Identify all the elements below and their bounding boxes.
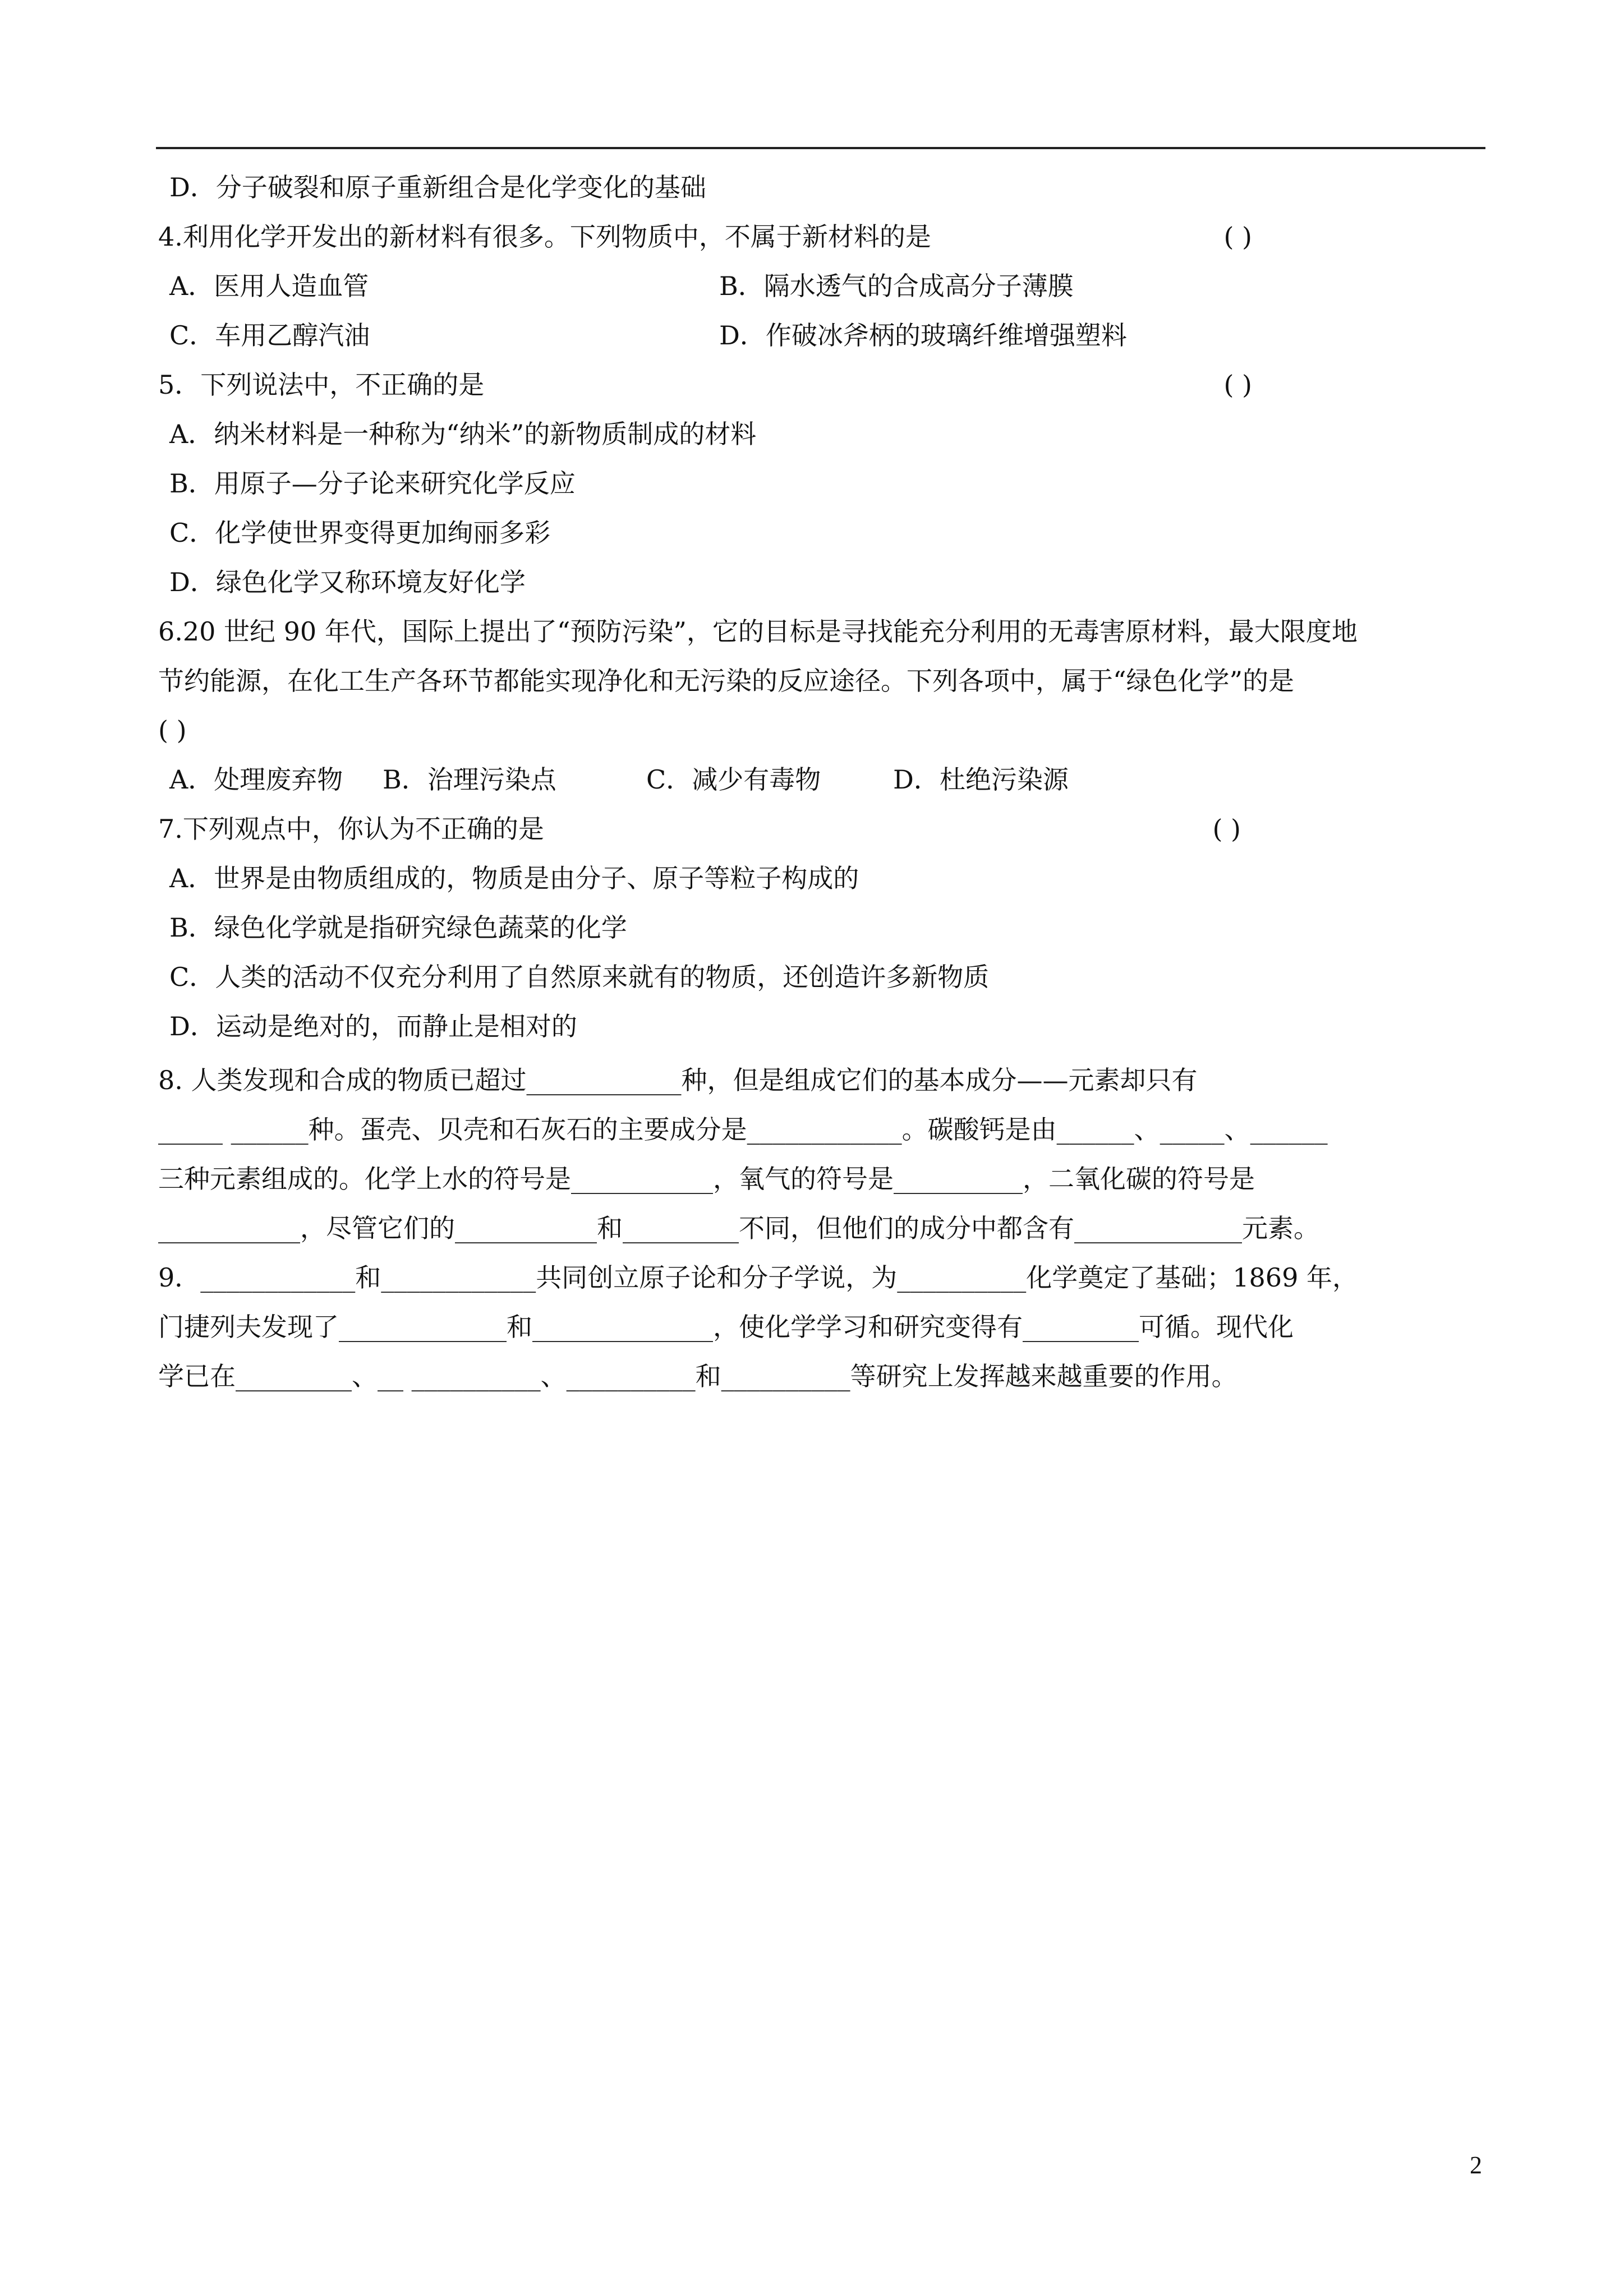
q6-options-row [158,755,1488,804]
question-content [158,163,1488,1401]
q4-option-c: C．车用乙醇汽油 [169,320,370,351]
q8-line-4: ___________，尽管它们的___________和_________不同，但他们的成分中都含有_____________元素。 [158,1213,1319,1243]
q7-option-b: B．绿色化学就是指研究绿色蔬菜的化学 [169,912,627,943]
q7-stem-text: 7.下列观点中，你认为不正确的是 [158,814,544,844]
q4-option-a: A．医用人造血管 [169,271,369,301]
q5-option-a: A．纳米材料是一种称为“纳米”的新物质制成的材料 [169,419,757,449]
q4-options-row-1 [158,261,1488,311]
q5-answer-bracket: ( ) [1223,370,1252,400]
q5-stem [158,360,1488,409]
q4-stem-text: 4.利用化学开发出的新材料有很多。下列物质中，不属于新材料的是 [158,222,931,252]
q9-line-1: 9．____________和____________共同创立原子论和分子学说，为__________化学奠定了基础；1869 年， [158,1262,1358,1293]
q8-line-1: 8. 人类发现和合成的物质已超过____________种，但是组成它们的基本成分——元素却只有 [158,1065,1198,1095]
q4-answer-bracket: ( ) [1223,222,1252,252]
page-number: 2 [1470,2151,1482,2179]
q4-option-d: D．作破冰斧柄的玻璃纤维增强塑料 [719,320,1127,351]
q3-option-d: D．分子破裂和原子重新组合是化学变化的基础 [169,172,706,202]
q6-stem-line-1: 6.20 世纪 90 年代，国际上提出了“预防污染”，它的目标是寻找能充分利用的无毒害原材料，最大限度地 [158,616,1358,647]
q6-option-c: C．减少有毒物 [646,764,821,795]
q7-answer-bracket: ( ) [1212,814,1241,844]
q5-option-b: B．用原子—分子论来研究化学反应 [169,468,576,499]
q8-line-3: 三种元素组成的。化学上水的符号是___________，氧气的符号是__________，二氧化碳的符号是 [158,1164,1255,1194]
q5-stem-text: 5．下列说法中，不正确的是 [158,370,485,400]
q6-stem-line-2: 节约能源，在化工生产各环节都能实现净化和无污染的反应途径。下列各项中，属于“绿色化学”的是 [158,666,1295,696]
header-rule [156,147,1485,149]
q5-option-d: D．绿色化学又称环境友好化学 [169,567,526,597]
q8-line-2: _____ ______种。蛋壳、贝壳和石灰石的主要成分是____________。碳酸钙是由______、_____、______ [158,1114,1328,1145]
q9-line-3: 学已在_________、__ __________、__________和__________等研究上发挥越来越重要的作用。 [158,1361,1237,1391]
q4-option-b: B．隔水透气的合成高分子薄膜 [719,271,1074,301]
q4-options-row-2 [158,311,1488,360]
q7-option-a: A．世界是由物质组成的，物质是由分子、原子等粒子构成的 [169,863,859,893]
q6-option-a: A．处理废弃物 [169,764,343,795]
q9-line-2: 门捷列夫发现了_____________和______________，使化学学习和研究变得有_________可循。现代化 [158,1312,1294,1342]
q6-option-b: B．治理污染点 [383,764,556,795]
q6-option-d: D．杜绝污染源 [893,764,1069,795]
q7-option-d: D．运动是绝对的，而静止是相对的 [169,1011,577,1041]
q6-answer-bracket: ( ) [158,715,187,745]
q7-option-c: C．人类的活动不仅充分利用了自然原来就有的物质，还创造许多新物质 [169,962,990,992]
q4-stem [158,212,1488,261]
q7-stem [158,804,1488,854]
q5-option-c: C．化学使世界变得更加绚丽多彩 [169,518,551,548]
